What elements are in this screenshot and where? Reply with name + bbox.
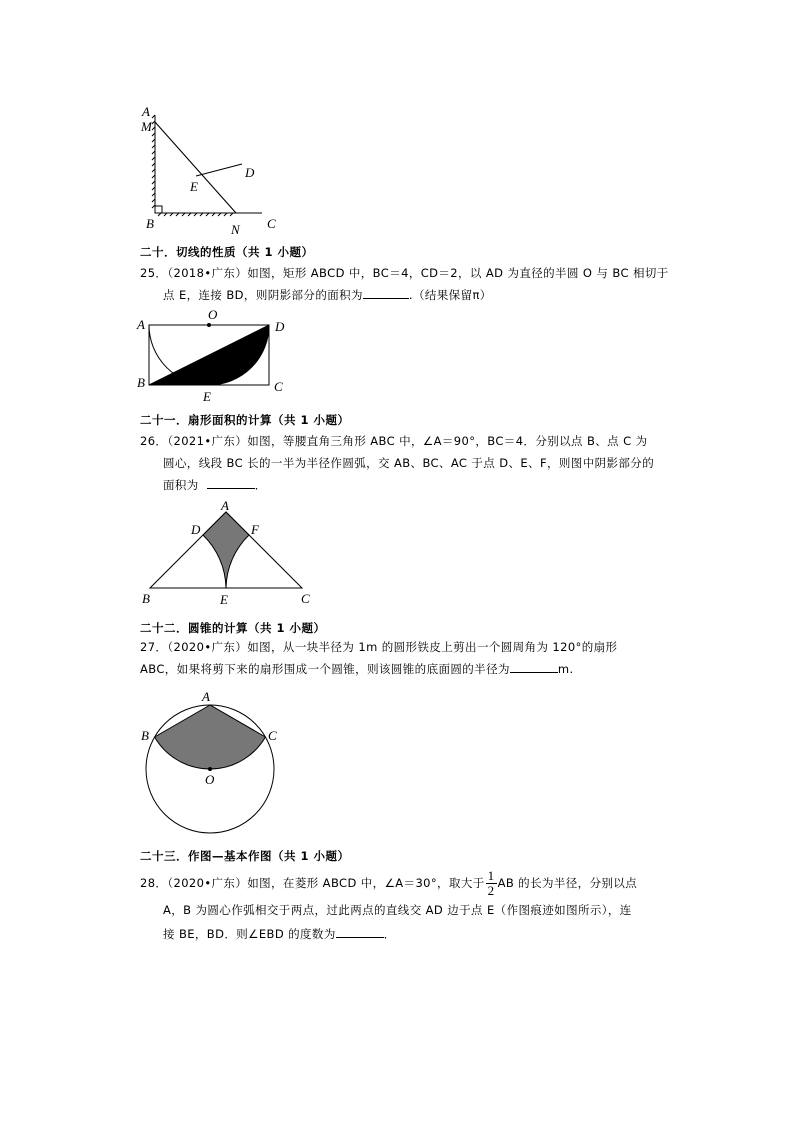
q26-line3 (140, 474, 654, 496)
figure-q24 (130, 100, 280, 235)
question-26 (140, 430, 654, 496)
label-a: A (202, 689, 210, 704)
center-o (207, 323, 211, 327)
label-b: B (142, 591, 150, 606)
label-a: A (137, 317, 145, 332)
q25-line1: 25．（2018•广东）如图，矩形 ABCD 中，BC＝4，CD＝2，以 AD 为直径的半圆 O 与 BC 相切于 (140, 266, 669, 280)
q26-line1: 26．（2021•广东）如图，等腰直角三角形 ABC 中，∠A＝90°，BC＝4．分别以点 B、点 C 为 (140, 434, 648, 448)
label-b: B (137, 375, 145, 390)
segment-ed (196, 164, 242, 176)
figure-q26 (135, 500, 320, 610)
label-b: B (141, 728, 149, 743)
label-d: D (275, 319, 285, 334)
question-25 (140, 262, 669, 306)
label-c: C (301, 591, 310, 606)
section-23-title: 二十三．作图—基本作图（共 1 小题） (140, 849, 350, 863)
fraction-numerator: 1 (487, 868, 495, 883)
q28-line1 (140, 868, 637, 898)
fraction-half (486, 869, 497, 898)
label-e: E (203, 389, 211, 404)
label-d: D (191, 522, 201, 537)
q28-line3 (140, 922, 637, 946)
q28-line1b: AB 的长为半径，分别以点 (497, 876, 638, 890)
q28-line1a: 28．（2020•广东）如图，在菱形 ABCD 中，∠A＝30°，取大于 (140, 876, 485, 890)
ladder-mn (155, 122, 236, 213)
q25-line2b: .（结果保留π） (408, 288, 492, 302)
label-c: C (268, 728, 277, 743)
q27-line1: 27．（2020•广东）如图，从一块半径为 1m 的圆形铁皮上剪出一个圆周角为 120°的扇形 (140, 640, 618, 654)
label-d: D (245, 165, 255, 180)
q25-line2 (140, 284, 669, 306)
label-b: B (146, 216, 154, 231)
q27-answer-blank[interactable] (510, 660, 558, 673)
label-c: C (267, 216, 276, 231)
question-28 (140, 868, 637, 946)
right-angle-mark (155, 206, 162, 213)
q26-answer-blank[interactable] (207, 476, 255, 489)
sector-abc (155, 705, 266, 769)
q26-line3a: 面积为 (163, 478, 199, 492)
section-21-title: 二十一．扇形面积的计算（共 1 小题） (140, 413, 350, 427)
q27-line2a: ABC，如果将剪下来的扇形围成一个圆锥，则该圆锥的底面圆的半径为 (140, 662, 510, 676)
q26-line2: 圆心，线段 BC 长的一半为半径作圆弧，交 AB、BC、AC 于点 D、E、F，则图中阴影部分的 (163, 456, 655, 470)
q28-answer-blank[interactable] (336, 925, 384, 938)
label-f: F (251, 522, 259, 537)
label-n: N (231, 222, 240, 237)
section-22-title: 二十二．圆锥的计算（共 1 小题） (140, 621, 326, 635)
label-e: E (220, 592, 228, 607)
center-o (208, 767, 212, 771)
label-a: A (142, 104, 150, 119)
label-c: C (274, 379, 283, 394)
q25-line2a: 点 E，连接 BD，则阴影部分的面积为 (163, 288, 363, 302)
label-a: A (221, 498, 229, 513)
label-e: E (190, 179, 198, 194)
q28-line3b: ． (383, 927, 396, 941)
q26-line3b: ． (254, 478, 267, 492)
shaded-region (203, 512, 249, 588)
ground-hatching (155, 213, 262, 216)
label-o: O (208, 307, 218, 322)
q28-line2: A，B 为圆心作弧相交于两点，过此两点的直线交 AD 边于点 E（作图痕迹如图所示），连 (163, 903, 632, 917)
section-20-title: 二十．切线的性质（共 1 小题） (140, 245, 314, 259)
figure-q25 (130, 305, 295, 405)
wall-hatching (152, 115, 155, 213)
fraction-denominator: 2 (487, 883, 495, 898)
q27-line2b: m. (557, 662, 574, 676)
shaded-region (149, 325, 269, 385)
label-m: M (141, 119, 152, 134)
q25-answer-blank[interactable] (363, 286, 409, 299)
q28-line3a: 接 BE，BD．则∠EBD 的度数为 (163, 927, 336, 941)
question-27 (140, 636, 617, 680)
label-o: O (205, 772, 215, 787)
q27-line2 (140, 658, 617, 680)
figure-q27 (135, 685, 290, 840)
